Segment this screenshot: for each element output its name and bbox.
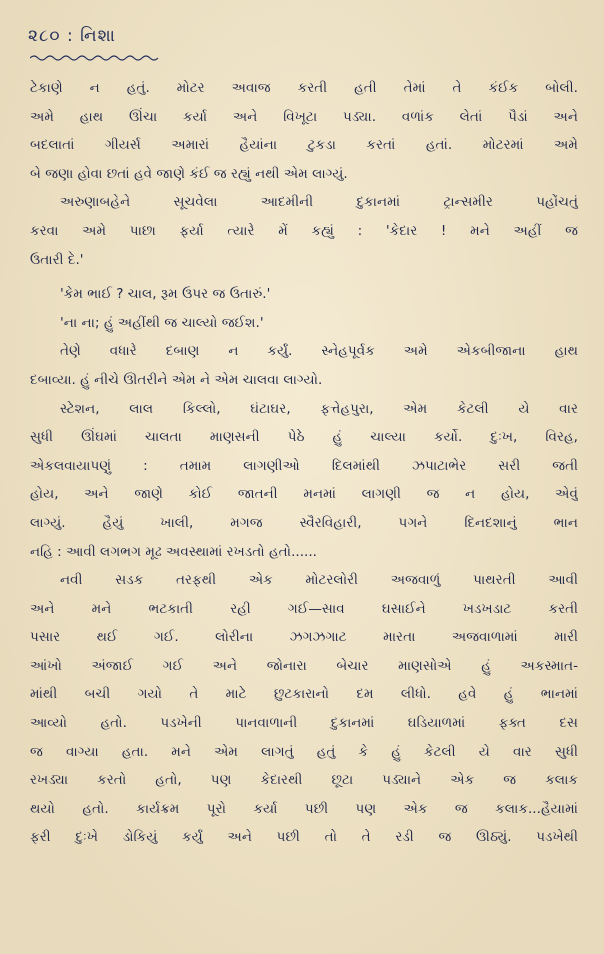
text-line: દબાવ્યા. હું નીચે ઊતરીને એમ ને એમ ચાલવા લાગ્યો.	[30, 371, 323, 388]
text-line: સુધી ઊંઘમાં ચાલતા માણસની પેઠે હું ચાલ્યા કર્યો. દુઃખ, વિરહ,	[30, 429, 578, 446]
text-line: બદલાતાં ગીયર્સ અમારાં હૈયાંના ટુકડા કરતાં હતાં. મોટરમાં અમે	[30, 137, 578, 154]
text-line: 'ના ના; હું અહીંથી જ ચાલ્યો જઈશ.'	[60, 314, 264, 331]
text-line: અમે હાથ ઊંચા કર્યા અને વિખૂટા પડ્યા. વળાંક લેતાં પૈડાં અને	[30, 108, 578, 125]
text-line: ટેકાણે ન હતું. મોટર અવાજ કરતી હતી તેમાં તે કંઈક બોલી.	[30, 80, 578, 96]
text-line: જ વાગ્યા હતા. મને એમ લાગતું હતું કે હું કેટલી યે વાર સુધી	[30, 743, 578, 760]
text-line: એકલવાયાપણું : તમામ લાગણીઓ દિલમાંથી ઝપાટાભેર સરી જતી	[30, 457, 578, 474]
text-line: રખડ્યા કરતો હતો, પણ કેદારથી છૂટા પડ્યાને એક જ કલાક	[30, 772, 578, 789]
page-header: ૨૮૦ : નિશા	[28, 26, 116, 46]
text-line: આંખો અંજાઈ ગઈ અને જોનારા બેચાર માણસોએ હું અકસ્માત-	[30, 657, 578, 674]
text-line: અરુણાબહેને સૂચવેલા આદમીની દુકાનમાં ટ્રાન્સમીર પહોંચતું	[60, 194, 578, 211]
header-wavy-rule	[30, 54, 160, 62]
text-line: ઉતારી દે.'	[30, 251, 84, 268]
text-line: બે જણા હોવા છતાં હવે જાણે કંઈ જ રહ્યું નથી એમ લાગ્યું.	[30, 165, 348, 182]
text-line: નહિ : આવી લગભગ મૂઢ અવસ્થામાં રખડતો હતો......	[30, 543, 317, 560]
text-line: પસાર થઈ ગઈ. લોરીના ઝગઝગાટ મારતા અજવાળામાં મારી	[30, 629, 578, 646]
text-line: કરવા અમે પાછા ફર્યા ત્યારે મેં કહ્યું : 'કેદાર ! મને અહીં જ	[30, 222, 578, 239]
text-line: હોય, અને જાણે કોઈ જાતની મનમાં લાગણી જ ન હોય, એવું	[30, 486, 578, 503]
text-line: સ્ટેશન, લાલ કિલ્લો, ઘંટાઘર, ફત્તેહપુરા, એમ કેટલી યે વાર	[60, 400, 578, 417]
text-line: તેણે વધારે દબાણ ન કર્યું. સ્નેહપૂર્વક અમે એકબીજાના હાથ	[60, 343, 578, 360]
text-line: અને મને ભટકાતી રહી ગઈ—સાવ ઘસાઈને ખડખડાટ કરતી	[30, 600, 578, 617]
text-line: માંથી બચી ગયો તે માટે છુટકારાનો દમ લીધો. હવે હું ભાનમાં	[30, 686, 578, 703]
text-line: ફરી દુઃખે ડોકિયું કર્યું અને પછી તો તે રડી જ ઊઠ્યું. પડખેથી	[30, 829, 578, 846]
body-text	[30, 74, 578, 852]
text-line: થયો હતો. કાર્યક્રમ પૂરો કર્યા પછી પણ એક જ કલાક...હૈયામાં	[30, 800, 578, 817]
text-line: 'કેમ ભાઈ ? ચાલ, રૂમ ઉપર જ ઉતારું.'	[60, 286, 271, 303]
text-line: આવ્યો હતો. પડખેની પાનવાળાની દુકાનમાં ઘડિયાળમાં ફક્ત દસ	[30, 715, 578, 732]
text-line: નવી સડક તરફથી એક મોટરલોરી અજવાળું પાથરતી આવી	[60, 572, 578, 589]
text-line: લાગ્યું. હૈયું ખાલી, મગજ સ્વૈરવિહારી, પગને દિનદશાનું ભાન	[30, 514, 578, 531]
